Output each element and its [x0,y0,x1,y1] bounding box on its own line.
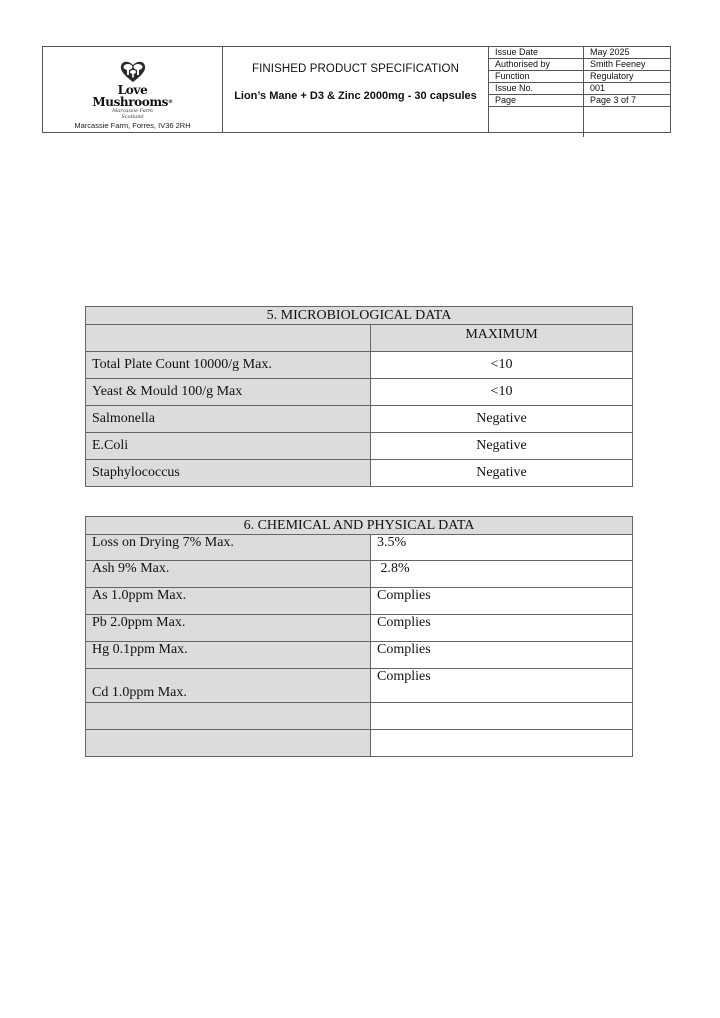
test-label: Staphylococcus [86,460,371,487]
table-row [86,460,633,487]
document-meta [489,47,670,132]
table-row-empty [86,730,633,757]
table-row [86,615,633,642]
column-header-blank [86,325,371,352]
meta-empty-cell [584,107,671,138]
section-title-row [86,517,633,535]
meta-value: Page 3 of 7 [584,95,671,107]
product-name: Lion’s Mane + D3 & Zinc 2000mg - 30 capsules [234,90,477,102]
test-label: Cd 1.0ppm Max. [86,669,371,703]
meta-row-issue-no [489,83,670,95]
mushroom-heart-icon [119,59,147,83]
meta-value: May 2025 [584,47,671,59]
meta-row-page [489,95,670,107]
table-row [86,561,633,588]
table-row [86,406,633,433]
logo-subtitle-country: Scotland [121,114,144,120]
meta-label: Authorised by [489,59,584,71]
test-value [371,730,633,757]
meta-label: Function [489,71,584,83]
test-label: As 1.0ppm Max. [86,588,371,615]
column-header-row [86,325,633,352]
title-cell [223,47,489,132]
meta-value: Smith Feeney [584,59,671,71]
meta-value: Regulatory [584,71,671,83]
test-value: Complies [371,615,633,642]
test-label [86,703,371,730]
test-label: Loss on Drying 7% Max. [86,535,371,561]
company-address: Marcassie Farm, Forres, IV36 2RH [74,121,191,130]
table-row [86,588,633,615]
spec-title: FINISHED PRODUCT SPECIFICATION [251,63,460,75]
logo-cell [43,47,223,132]
meta-row-function [489,71,670,83]
test-label: Ash 9% Max. [86,561,371,588]
test-label: Total Plate Count 10000/g Max. [86,352,371,379]
test-value [371,703,633,730]
logo-text-mushrooms [43,96,222,108]
test-value: 3.5% [371,535,633,561]
test-value: Negative [371,460,633,487]
table-row [86,669,633,703]
test-value: <10 [371,379,633,406]
meta-empty-cell [489,107,584,138]
table-row-empty [86,703,633,730]
test-label: E.Coli [86,433,371,460]
meta-value: 001 [584,83,671,95]
meta-label: Issue Date [489,47,584,59]
test-label: Yeast & Mould 100/g Max [86,379,371,406]
table-row [86,352,633,379]
test-label [86,730,371,757]
meta-label: Issue No. [489,83,584,95]
logo-subtitle-farm: Marcassie Farm [112,108,153,114]
trademark-symbol: ® [168,99,173,105]
test-value: 2.8% [371,561,633,588]
test-label: Salmonella [86,406,371,433]
chemical-physical-data-table [85,516,633,757]
test-value: Complies [371,588,633,615]
meta-row-authorised-by [489,59,670,71]
table-row [86,642,633,669]
test-value: Negative [371,406,633,433]
section-title: 5. MICROBIOLOGICAL DATA [86,307,633,325]
table-row [86,379,633,406]
table-row [86,535,633,561]
meta-row-blank [489,107,670,138]
section-title: 6. CHEMICAL AND PHYSICAL DATA [86,517,633,535]
test-label: Hg 0.1ppm Max. [86,642,371,669]
test-label: Pb 2.0ppm Max. [86,615,371,642]
document-header [42,46,671,133]
microbiological-data-table [85,306,633,487]
section-title-row [86,307,633,325]
meta-table [489,47,670,137]
meta-label: Page [489,95,584,107]
table-row [86,433,633,460]
logo-text-love: Love [117,83,148,97]
test-value: <10 [371,352,633,379]
meta-row-issue-date [489,47,670,59]
company-logo [43,59,222,120]
test-value: Complies [371,669,633,703]
logo-brand-name: Mushrooms [92,95,169,109]
test-value: Complies [371,642,633,669]
test-value: Negative [371,433,633,460]
column-header-maximum: MAXIMUM [371,325,633,352]
